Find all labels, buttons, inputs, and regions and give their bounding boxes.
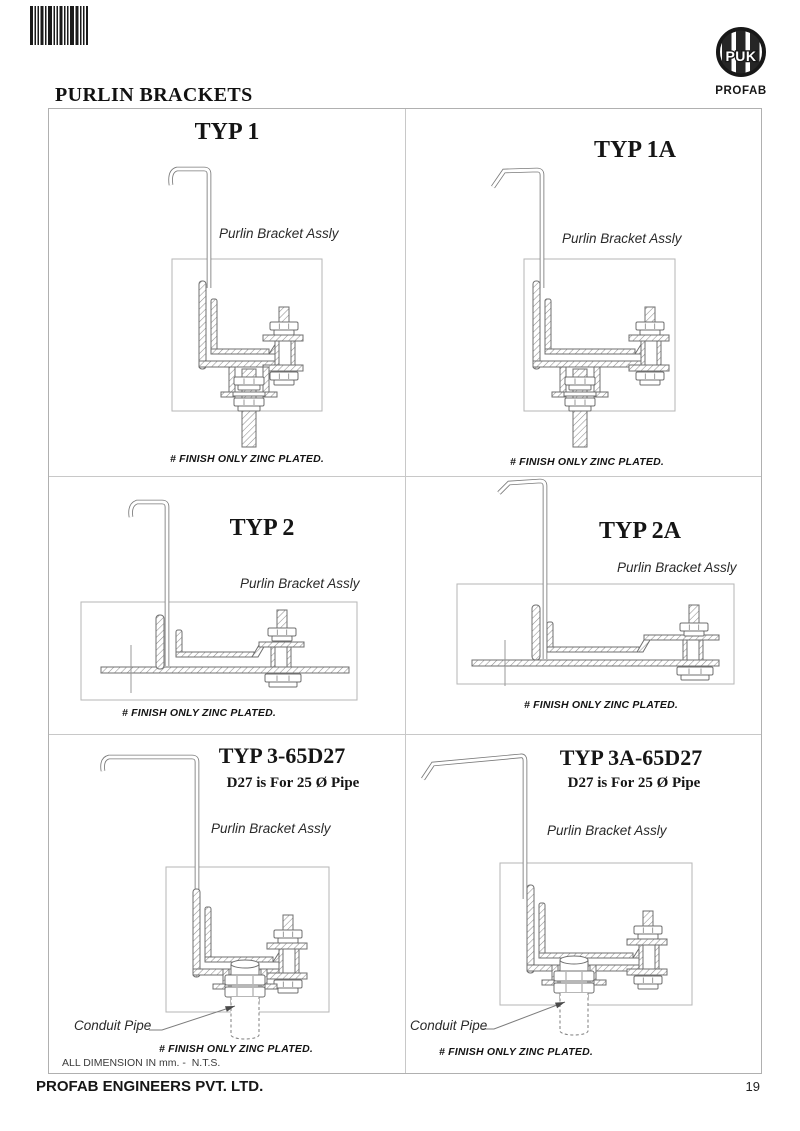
page-number: 19: [745, 1079, 760, 1094]
finish-note: # FINISH ONLY ZINC PLATED.: [122, 707, 276, 719]
assembly-label: Purlin Bracket Assly: [240, 576, 360, 591]
assembly-label: Purlin Bracket Assly: [219, 226, 339, 241]
assembly-label: Purlin Bracket Assly: [211, 821, 331, 836]
panel-subtitle: D27 is For 25 Ø Pipe: [567, 775, 701, 791]
finish-note: # FINISH ONLY ZINC PLATED.: [159, 1043, 313, 1055]
panel-title: TYP 2A: [598, 518, 682, 544]
panel-typ2a: [406, 477, 761, 734]
panel-typ3a-65d27: [406, 735, 761, 1073]
panel-title: TYP 2: [229, 515, 295, 541]
assembly-label: Purlin Bracket Assly: [617, 560, 737, 575]
finish-note: # FINISH ONLY ZINC PLATED.: [510, 456, 664, 468]
puk-profab-logo: [708, 14, 774, 100]
logo-subtext: PROFAB: [715, 85, 767, 97]
typ2a-bracket-drawing: [406, 477, 761, 734]
footer-company: PROFAB ENGINEERS PVT. LTD.: [36, 1078, 264, 1095]
typ2-bracket-drawing: [49, 477, 405, 734]
panel-title: TYP 1A: [593, 137, 677, 163]
finish-note: # FINISH ONLY ZINC PLATED.: [439, 1046, 593, 1058]
barcode-icon: [30, 6, 88, 45]
page-title: PURLIN BRACKETS: [55, 84, 253, 106]
panel-grid: [48, 108, 762, 1074]
finish-note: # FINISH ONLY ZINC PLATED.: [524, 699, 678, 711]
typ1a-bracket-drawing: [406, 109, 761, 476]
panel-subtitle: D27 is For 25 Ø Pipe: [226, 775, 360, 791]
assembly-label: Purlin Bracket Assly: [547, 823, 667, 838]
panel-title: TYP 3-65D27: [218, 743, 346, 768]
typ1-bracket-drawing: [49, 109, 405, 476]
assembly-label: Purlin Bracket Assly: [562, 231, 682, 246]
panel-title: TYP 1: [194, 119, 260, 145]
logo-text: PUK: [725, 48, 757, 64]
panel-typ1a: [406, 109, 761, 476]
conduit-pipe-label: Conduit Pipe: [74, 1018, 152, 1033]
panel-title: TYP 3A-65D27: [559, 745, 703, 770]
dimension-note: ALL DIMENSION IN mm. - N.T.S.: [62, 1057, 221, 1069]
conduit-pipe-label: Conduit Pipe: [410, 1018, 488, 1033]
panel-typ2: [49, 477, 405, 734]
panel-typ3-65d27: [49, 735, 405, 1073]
panel-typ1: [49, 109, 405, 476]
finish-note: # FINISH ONLY ZINC PLATED.: [170, 453, 324, 465]
